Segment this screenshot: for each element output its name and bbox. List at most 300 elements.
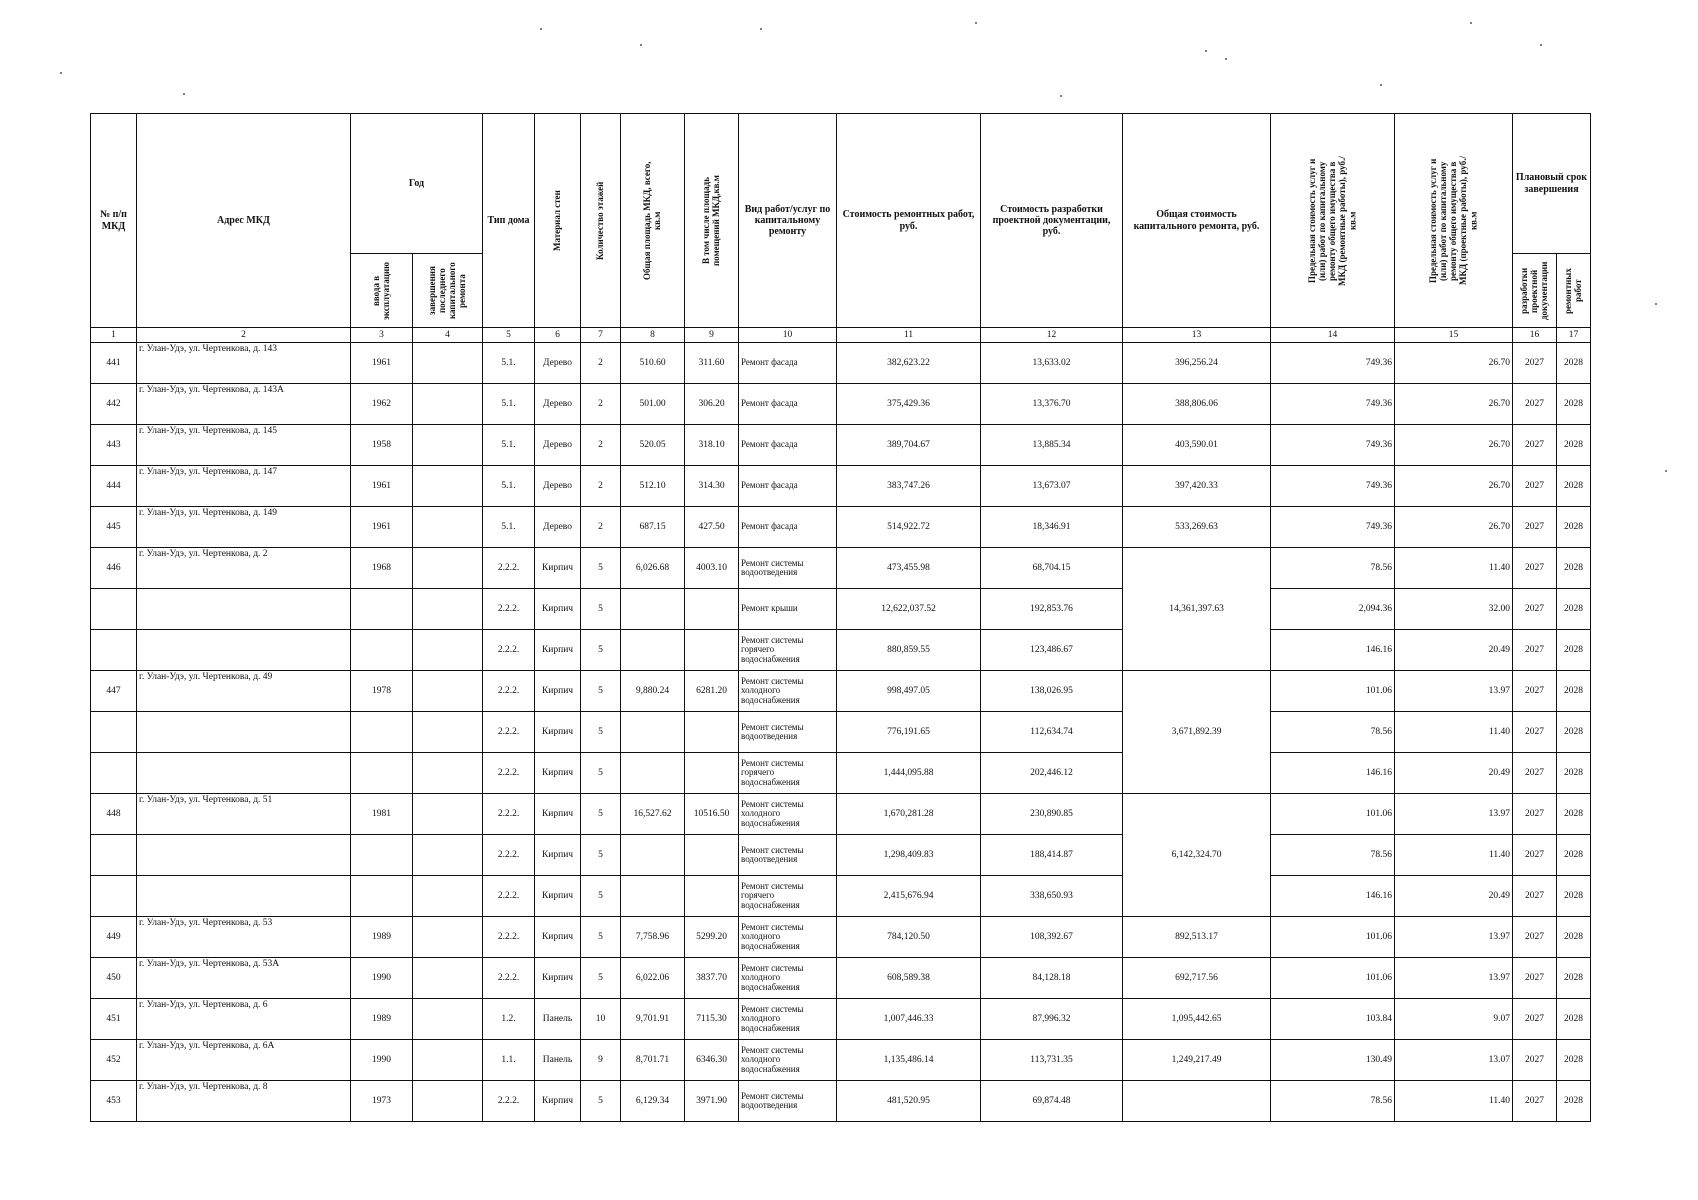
header-repair-cost: Стоимость ремонтных работ, руб. [837,114,981,328]
cell-repair-cost: 375,429.36 [837,384,981,425]
cell-material: Кирпич [535,630,581,671]
col-number: 14 [1271,328,1395,343]
cell-limit-repair: 749.36 [1271,507,1395,548]
cell-limit-design: 26.70 [1395,384,1513,425]
cell-total-cost: 892,513.17 [1123,917,1271,958]
table-row [91,466,1591,507]
cell-work-type: Ремонт системы холодного водоснабжения [739,917,837,958]
cell-deadline-repair: 2028 [1557,343,1591,384]
cell-work-type: Ремонт системы холодного водоснабжения [739,794,837,835]
header-num: № п/п МКД [91,114,137,328]
cell-premises-area [685,630,739,671]
header-work-type: Вид работ/услуг по капитальному ремонту [739,114,837,328]
cell-material: Дерево [535,507,581,548]
cell-address: г. Улан-Удэ, ул. Чертенкова, д. 8 [137,1081,351,1122]
cell-limit-repair: 130.49 [1271,1040,1395,1081]
cell-limit-design: 13.97 [1395,794,1513,835]
cell-material: Кирпич [535,753,581,794]
cell-limit-design: 20.49 [1395,630,1513,671]
cell-material: Панель [535,999,581,1040]
cell-premises-area [685,876,739,917]
cell-address: г. Улан-Удэ, ул. Чертенкова, д. 143А [137,384,351,425]
header-deadline-repair-text: ремонтных работ [1563,267,1584,314]
cell-limit-design: 13.07 [1395,1040,1513,1081]
cell-house-type: 2.2.2. [483,671,535,712]
cell-total-area: 6,026.68 [621,548,685,589]
cell-deadline-design: 2027 [1513,835,1557,876]
scan-speck [60,72,62,74]
header-floors-text: Количество этажей [595,181,606,260]
cell-house-type: 2.2.2. [483,548,535,589]
col-number: 3 [351,328,413,343]
cell-material: Кирпич [535,1081,581,1122]
cell-last-repair [413,753,483,794]
header-row-main [91,114,1591,254]
cell-deadline-design: 2027 [1513,384,1557,425]
cell-repair-cost: 880,859.55 [837,630,981,671]
cell-repair-cost: 1,670,281.28 [837,794,981,835]
cell-material: Кирпич [535,589,581,630]
cell-total-cost [1123,1081,1271,1122]
cell-last-repair [413,999,483,1040]
table-row [91,712,1591,753]
cell-num: 452 [91,1040,137,1081]
cell-floors: 5 [581,589,621,630]
cell-work-type: Ремонт фасада [739,466,837,507]
cell-work-type: Ремонт фасада [739,425,837,466]
cell-total-area: 6,129.34 [621,1081,685,1122]
cell-last-repair [413,1081,483,1122]
cell-deadline-repair: 2028 [1557,466,1591,507]
cell-design-cost: 87,996.32 [981,999,1123,1040]
cell-num: 450 [91,958,137,999]
cell-limit-design: 13.97 [1395,958,1513,999]
cell-premises-area: 3837.70 [685,958,739,999]
cell-material: Кирпич [535,548,581,589]
cell-total-area: 6,022.06 [621,958,685,999]
cell-material: Кирпич [535,794,581,835]
cell-premises-area: 314.30 [685,466,739,507]
cell-total-area: 510.60 [621,343,685,384]
cell-floors: 5 [581,671,621,712]
cell-house-type: 2.2.2. [483,835,535,876]
col-number: 5 [483,328,535,343]
header-premises-area [685,114,739,328]
cell-limit-repair: 78.56 [1271,712,1395,753]
header-house-type: Тип дома [483,114,535,328]
cell-deadline-design: 2027 [1513,753,1557,794]
cell-limit-design: 11.40 [1395,835,1513,876]
cell-deadline-design: 2027 [1513,507,1557,548]
cell-address: г. Улан-Удэ, ул. Чертенкова, д. 53А [137,958,351,999]
cell-limit-design: 20.49 [1395,753,1513,794]
header-limit-design-text: Предельная стоимость услуг и (или) работ по капитальному ремонту общего имущества в МКД (проектные работы), руб./кв.м [1428,156,1479,285]
cell-deadline-repair: 2028 [1557,384,1591,425]
scan-speck [540,28,542,30]
cell-deadline-repair: 2028 [1557,835,1591,876]
col-number: 15 [1395,328,1513,343]
cell-deadline-repair: 2028 [1557,507,1591,548]
cell-address: г. Улан-Удэ, ул. Чертенкова, д. 51 [137,794,351,835]
cell-limit-design: 11.40 [1395,548,1513,589]
capital-repair-table [90,113,1591,1122]
cell-premises-area [685,835,739,876]
cell-floors: 2 [581,384,621,425]
header-deadline: Плановый срок завершения [1513,114,1591,254]
cell-limit-design: 11.40 [1395,1081,1513,1122]
cell-premises-area [685,712,739,753]
cell-limit-design: 13.97 [1395,671,1513,712]
col-number: 12 [981,328,1123,343]
cell-material: Кирпич [535,876,581,917]
cell-num: 441 [91,343,137,384]
cell-limit-repair: 146.16 [1271,753,1395,794]
cell-deadline-design: 2027 [1513,712,1557,753]
cell-design-cost: 13,633.02 [981,343,1123,384]
cell-design-cost: 13,376.70 [981,384,1123,425]
cell-design-cost: 123,486.67 [981,630,1123,671]
cell-design-cost: 113,731.35 [981,1040,1123,1081]
cell-last-repair [413,589,483,630]
cell-floors: 5 [581,630,621,671]
cell-total-area: 687.15 [621,507,685,548]
cell-total-cost: 3,671,892.39 [1123,671,1271,794]
cell-work-type: Ремонт фасада [739,507,837,548]
cell-total-cost: 6,142,324.70 [1123,794,1271,917]
cell-address: г. Улан-Удэ, ул. Чертенкова, д. 143 [137,343,351,384]
cell-design-cost: 112,634.74 [981,712,1123,753]
cell-premises-area: 10516.50 [685,794,739,835]
cell-work-type: Ремонт системы холодного водоснабжения [739,958,837,999]
cell-deadline-repair: 2028 [1557,794,1591,835]
cell-num: 453 [91,1081,137,1122]
cell-house-type: 5.1. [483,466,535,507]
cell-address [137,835,351,876]
cell-year: 1981 [351,794,413,835]
header-premises-area-text: В том числе площадь помещений МКД,кв.м [701,175,722,266]
cell-floors: 5 [581,876,621,917]
cell-address: г. Улан-Удэ, ул. Чертенкова, д. 6А [137,1040,351,1081]
cell-house-type: 5.1. [483,507,535,548]
cell-limit-design: 26.70 [1395,507,1513,548]
cell-total-cost: 692,717.56 [1123,958,1271,999]
cell-floors: 5 [581,917,621,958]
col-number: 16 [1513,328,1557,343]
cell-year [351,753,413,794]
cell-repair-cost: 784,120.50 [837,917,981,958]
table-row [91,589,1591,630]
cell-total-area: 520.05 [621,425,685,466]
cell-last-repair [413,548,483,589]
cell-material: Кирпич [535,712,581,753]
cell-total-area: 9,880.24 [621,671,685,712]
col-number: 6 [535,328,581,343]
cell-deadline-repair: 2028 [1557,917,1591,958]
cell-address: г. Улан-Удэ, ул. Чертенкова, д. 145 [137,425,351,466]
cell-repair-cost: 776,191.65 [837,712,981,753]
cell-limit-repair: 146.16 [1271,876,1395,917]
cell-premises-area: 427.50 [685,507,739,548]
cell-premises-area: 311.60 [685,343,739,384]
cell-year [351,835,413,876]
cell-design-cost: 108,392.67 [981,917,1123,958]
col-number: 4 [413,328,483,343]
cell-num [91,630,137,671]
cell-deadline-repair: 2028 [1557,630,1591,671]
cell-year: 1989 [351,999,413,1040]
cell-last-repair [413,343,483,384]
scan-speck [1655,303,1657,305]
cell-last-repair [413,630,483,671]
header-floors [581,114,621,328]
cell-deadline-repair: 2028 [1557,1081,1591,1122]
cell-year: 1962 [351,384,413,425]
cell-deadline-design: 2027 [1513,425,1557,466]
cell-num: 451 [91,999,137,1040]
scan-speck [183,93,185,95]
table-row [91,753,1591,794]
scan-speck [1225,58,1227,60]
cell-limit-design: 20.49 [1395,876,1513,917]
cell-total-area: 7,758.96 [621,917,685,958]
cell-work-type: Ремонт системы холодного водоснабжения [739,1040,837,1081]
cell-floors: 2 [581,425,621,466]
cell-floors: 2 [581,507,621,548]
cell-repair-cost: 1,135,486.14 [837,1040,981,1081]
cell-house-type: 5.1. [483,425,535,466]
cell-num [91,876,137,917]
cell-num: 446 [91,548,137,589]
cell-deadline-design: 2027 [1513,466,1557,507]
header-deadline-design [1513,254,1557,328]
cell-total-area: 8,701.71 [621,1040,685,1081]
cell-deadline-repair: 2028 [1557,671,1591,712]
table-row [91,876,1591,917]
cell-deadline-repair: 2028 [1557,999,1591,1040]
cell-limit-repair: 749.36 [1271,384,1395,425]
cell-limit-design: 9.07 [1395,999,1513,1040]
cell-deadline-repair: 2028 [1557,589,1591,630]
cell-design-cost: 338,650.93 [981,876,1123,917]
cell-year: 1958 [351,425,413,466]
cell-material: Кирпич [535,671,581,712]
cell-work-type: Ремонт системы горячего водоснабжения [739,876,837,917]
cell-floors: 5 [581,548,621,589]
cell-material: Кирпич [535,958,581,999]
cell-material: Дерево [535,384,581,425]
cell-premises-area: 5299.20 [685,917,739,958]
table-row [91,548,1591,589]
cell-floors: 5 [581,712,621,753]
cell-deadline-repair: 2028 [1557,1040,1591,1081]
cell-num: 449 [91,917,137,958]
header-deadline-repair [1557,254,1591,328]
cell-deadline-design: 2027 [1513,999,1557,1040]
scan-speck [640,44,642,46]
cell-total-cost: 403,590.01 [1123,425,1271,466]
cell-house-type: 5.1. [483,343,535,384]
cell-year: 1961 [351,507,413,548]
cell-repair-cost: 1,298,409.83 [837,835,981,876]
cell-house-type: 2.2.2. [483,876,535,917]
cell-repair-cost: 608,589.38 [837,958,981,999]
cell-design-cost: 230,890.85 [981,794,1123,835]
header-deadline-design-text: разработки проектной документации [1519,261,1550,320]
header-year: Год [351,114,483,254]
cell-material: Дерево [535,466,581,507]
cell-limit-repair: 103.84 [1271,999,1395,1040]
cell-total-cost: 397,420.33 [1123,466,1271,507]
cell-house-type: 2.2.2. [483,794,535,835]
table-row [91,999,1591,1040]
cell-premises-area: 6346.30 [685,1040,739,1081]
cell-num: 442 [91,384,137,425]
cell-material: Дерево [535,343,581,384]
cell-limit-repair: 101.06 [1271,671,1395,712]
cell-last-repair [413,794,483,835]
cell-work-type: Ремонт системы холодного водоснабжения [739,671,837,712]
header-year-last-repair [413,254,483,328]
table-row [91,1040,1591,1081]
cell-limit-repair: 78.56 [1271,548,1395,589]
header-limit-repair-text: Предельная стоимость услуг и (или) работ по капитальному ремонту общего имущества в МКД (ремонтные работы), руб./кв.м [1307,155,1358,286]
cell-floors: 2 [581,466,621,507]
cell-deadline-design: 2027 [1513,343,1557,384]
header-wall-material-text: Материал стен [552,190,563,251]
column-number-row [91,328,1591,343]
cell-design-cost: 18,346.91 [981,507,1123,548]
col-number: 2 [137,328,351,343]
cell-address: г. Улан-Удэ, ул. Чертенкова, д. 149 [137,507,351,548]
cell-design-cost: 68,704.15 [981,548,1123,589]
cell-floors: 5 [581,753,621,794]
cell-floors: 5 [581,835,621,876]
header-design-cost: Стоимость разработки проектной документации, руб. [981,114,1123,328]
cell-house-type: 2.2.2. [483,712,535,753]
cell-address [137,630,351,671]
header-limit-repair [1271,114,1395,328]
header-total-area-text: Общая площадь МКД, всего, кв.м [642,161,663,280]
scan-speck [1205,50,1207,52]
cell-design-cost: 138,026.95 [981,671,1123,712]
cell-num: 445 [91,507,137,548]
cell-design-cost: 202,446.12 [981,753,1123,794]
cell-address: г. Улан-Удэ, ул. Чертенкова, д. 147 [137,466,351,507]
cell-house-type: 2.2.2. [483,630,535,671]
table-row [91,671,1591,712]
table-row [91,794,1591,835]
cell-limit-repair: 146.16 [1271,630,1395,671]
cell-work-type: Ремонт фасада [739,384,837,425]
cell-material: Кирпич [535,835,581,876]
cell-house-type: 2.2.2. [483,753,535,794]
cell-deadline-repair: 2028 [1557,753,1591,794]
cell-year [351,589,413,630]
cell-deadline-repair: 2028 [1557,876,1591,917]
cell-limit-design: 26.70 [1395,466,1513,507]
cell-limit-design: 11.40 [1395,712,1513,753]
cell-deadline-design: 2027 [1513,917,1557,958]
cell-limit-design: 13.97 [1395,917,1513,958]
table-row [91,384,1591,425]
cell-limit-repair: 101.06 [1271,917,1395,958]
scan-speck [1060,95,1062,97]
table-row [91,917,1591,958]
table-row [91,958,1591,999]
cell-last-repair [413,1040,483,1081]
cell-total-area [621,876,685,917]
cell-repair-cost: 389,704.67 [837,425,981,466]
cell-premises-area: 6281.20 [685,671,739,712]
cell-deadline-design: 2027 [1513,1040,1557,1081]
cell-work-type: Ремонт крыши [739,589,837,630]
cell-limit-repair: 749.36 [1271,466,1395,507]
cell-material: Кирпич [535,917,581,958]
cell-work-type: Ремонт фасада [739,343,837,384]
col-number: 1 [91,328,137,343]
cell-last-repair [413,958,483,999]
scan-speck [975,22,977,24]
cell-year: 1990 [351,958,413,999]
cell-repair-cost: 998,497.05 [837,671,981,712]
cell-num [91,712,137,753]
header-year-last-repair-text: завершения последнего капитального ремонта [427,262,468,319]
table-row [91,630,1591,671]
col-number: 10 [739,328,837,343]
cell-repair-cost: 1,444,095.88 [837,753,981,794]
cell-limit-repair: 749.36 [1271,343,1395,384]
cell-repair-cost: 12,622,037.52 [837,589,981,630]
cell-limit-repair: 78.56 [1271,1081,1395,1122]
cell-year [351,712,413,753]
cell-design-cost: 69,874.48 [981,1081,1123,1122]
cell-last-repair [413,384,483,425]
cell-last-repair [413,712,483,753]
cell-floors: 5 [581,794,621,835]
cell-num: 448 [91,794,137,835]
cell-premises-area: 3971.90 [685,1081,739,1122]
col-number: 11 [837,328,981,343]
header-total-area [621,114,685,328]
scan-speck [760,28,762,30]
cell-material: Дерево [535,425,581,466]
table-row [91,507,1591,548]
cell-work-type: Ремонт системы водоотведения [739,548,837,589]
cell-house-type: 2.2.2. [483,589,535,630]
cell-address [137,876,351,917]
cell-deadline-design: 2027 [1513,548,1557,589]
cell-num [91,835,137,876]
cell-deadline-design: 2027 [1513,1081,1557,1122]
table-row [91,343,1591,384]
cell-total-area: 512.10 [621,466,685,507]
cell-last-repair [413,425,483,466]
cell-premises-area: 318.10 [685,425,739,466]
cell-deadline-repair: 2028 [1557,548,1591,589]
cell-premises-area [685,589,739,630]
table-row [91,1081,1591,1122]
cell-limit-repair: 2,094.36 [1271,589,1395,630]
cell-deadline-repair: 2028 [1557,712,1591,753]
col-number: 9 [685,328,739,343]
cell-total-area [621,835,685,876]
cell-premises-area [685,753,739,794]
table-row [91,835,1591,876]
cell-limit-repair: 78.56 [1271,835,1395,876]
cell-design-cost: 188,414.87 [981,835,1123,876]
cell-design-cost: 13,673.07 [981,466,1123,507]
cell-repair-cost: 514,922.72 [837,507,981,548]
